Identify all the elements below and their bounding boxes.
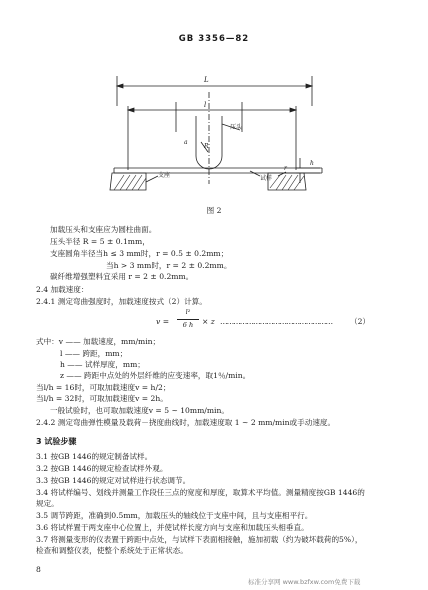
paragraph-5: 碳纤维增强塑料宜采用 r = 2 ± 0.2mm。 <box>50 272 194 281</box>
label-R: R <box>204 143 209 150</box>
label-a: a <box>184 139 188 146</box>
case-32: 当l/h = 32时，可取加载速度v = 2h。 <box>36 394 168 403</box>
item-3-2: 3.2 按GB 1446的规定检查试样外观。 <box>36 464 168 473</box>
item-3-4: 3.4 将试样编号、划线并测量工作段任三点的宽度和厚度，取算术平均值。测量精度按GB 1446的 <box>36 488 365 497</box>
label-h: h <box>310 160 314 167</box>
label-indenter: 压头 <box>230 124 243 131</box>
page-number: 8 <box>36 565 41 574</box>
item-3-7-cont: 检查和调整仪表，使整个系统处于正常状态。 <box>36 546 188 555</box>
general-speed: 一般试验时，也可取加载速度v = 5 ~ 10mm/min。 <box>50 406 229 415</box>
section-2-4: 2.4 加载速度： <box>36 285 89 294</box>
page-header: GB 3356—82 <box>178 34 250 44</box>
paragraph-4: 当h > 3 mm时，r = 2 ± 0.2mm。 <box>106 261 232 270</box>
item-3-5: 3.5 调节跨距，准确到0.5mm，加载压头的轴线位于支座中间，且与支座相平行。 <box>36 511 313 520</box>
formula-rhs: × z <box>202 317 215 326</box>
label-L: L <box>204 76 209 84</box>
label-specimen: 试样 <box>260 175 273 182</box>
where-l: l —— 跨距，mm； <box>60 349 128 358</box>
paragraph-1: 加载压头和支座应为圆柱曲面。 <box>50 225 157 234</box>
label-r: r <box>284 165 287 172</box>
formula-number: （2） <box>350 317 371 326</box>
figure-caption: 图 2 <box>206 206 222 215</box>
formula-dots: …………………………………………… <box>220 317 333 326</box>
item-3-1: 3.1 按GB 1446的规定制备试样。 <box>36 452 153 461</box>
formula-denominator: 6 h <box>182 321 194 329</box>
label-support: 支座 <box>158 172 171 179</box>
formula-numerator: l² <box>185 308 191 316</box>
where-v: 式中：v —— 加载速度，mm/min； <box>36 337 161 346</box>
paragraph-2: 压头半径 R = 5 ± 0.1mm， <box>50 237 150 246</box>
formula-fraction-bar <box>177 319 199 320</box>
section-3-title: 3 试验步骤 <box>36 437 77 446</box>
section-2-4-2: 2.4.2 测定弯曲弹性模量及载荷－挠度曲线时，加载速度取 1 ~ 2 mm/min或手动速度。 <box>36 418 336 427</box>
item-3-4-cont: 规定。 <box>36 499 59 508</box>
label-l: l <box>204 101 207 109</box>
item-3-7: 3.7 将测量变形的仪表置于跨距中点处，与试样下表面相接触，施加初载（约为破坏载荷的5%）， <box>36 535 363 544</box>
footer-watermark[interactable]: 标准分享网 www.bzfxw.com免费下载 <box>248 578 361 586</box>
case-16: 当l/h = 16时，可取加载速度v = h/2； <box>36 383 171 392</box>
formula-lhs: v = <box>156 317 170 326</box>
where-z: z —— 跨距中点处的外层纤维的应变速率，取1％/min。 <box>60 371 251 380</box>
section-2-4-1: 2.4.1 测定弯曲强度时，加载速度按式（2）计算。 <box>36 297 207 306</box>
item-3-6: 3.6 将试样置于两支座中心位置上，并使试样长度方向与支座和加载压头相垂直。 <box>36 523 309 532</box>
figure-diagram <box>100 72 330 212</box>
paragraph-3: 支座圆角半径当h ≤ 3 mm时，r = 0.5 ± 0.2mm； <box>50 249 229 258</box>
where-h: h —— 试样厚度，mm； <box>60 360 145 369</box>
item-3-3: 3.3 按GB 1446的规定对试样进行状态调节。 <box>36 476 191 485</box>
